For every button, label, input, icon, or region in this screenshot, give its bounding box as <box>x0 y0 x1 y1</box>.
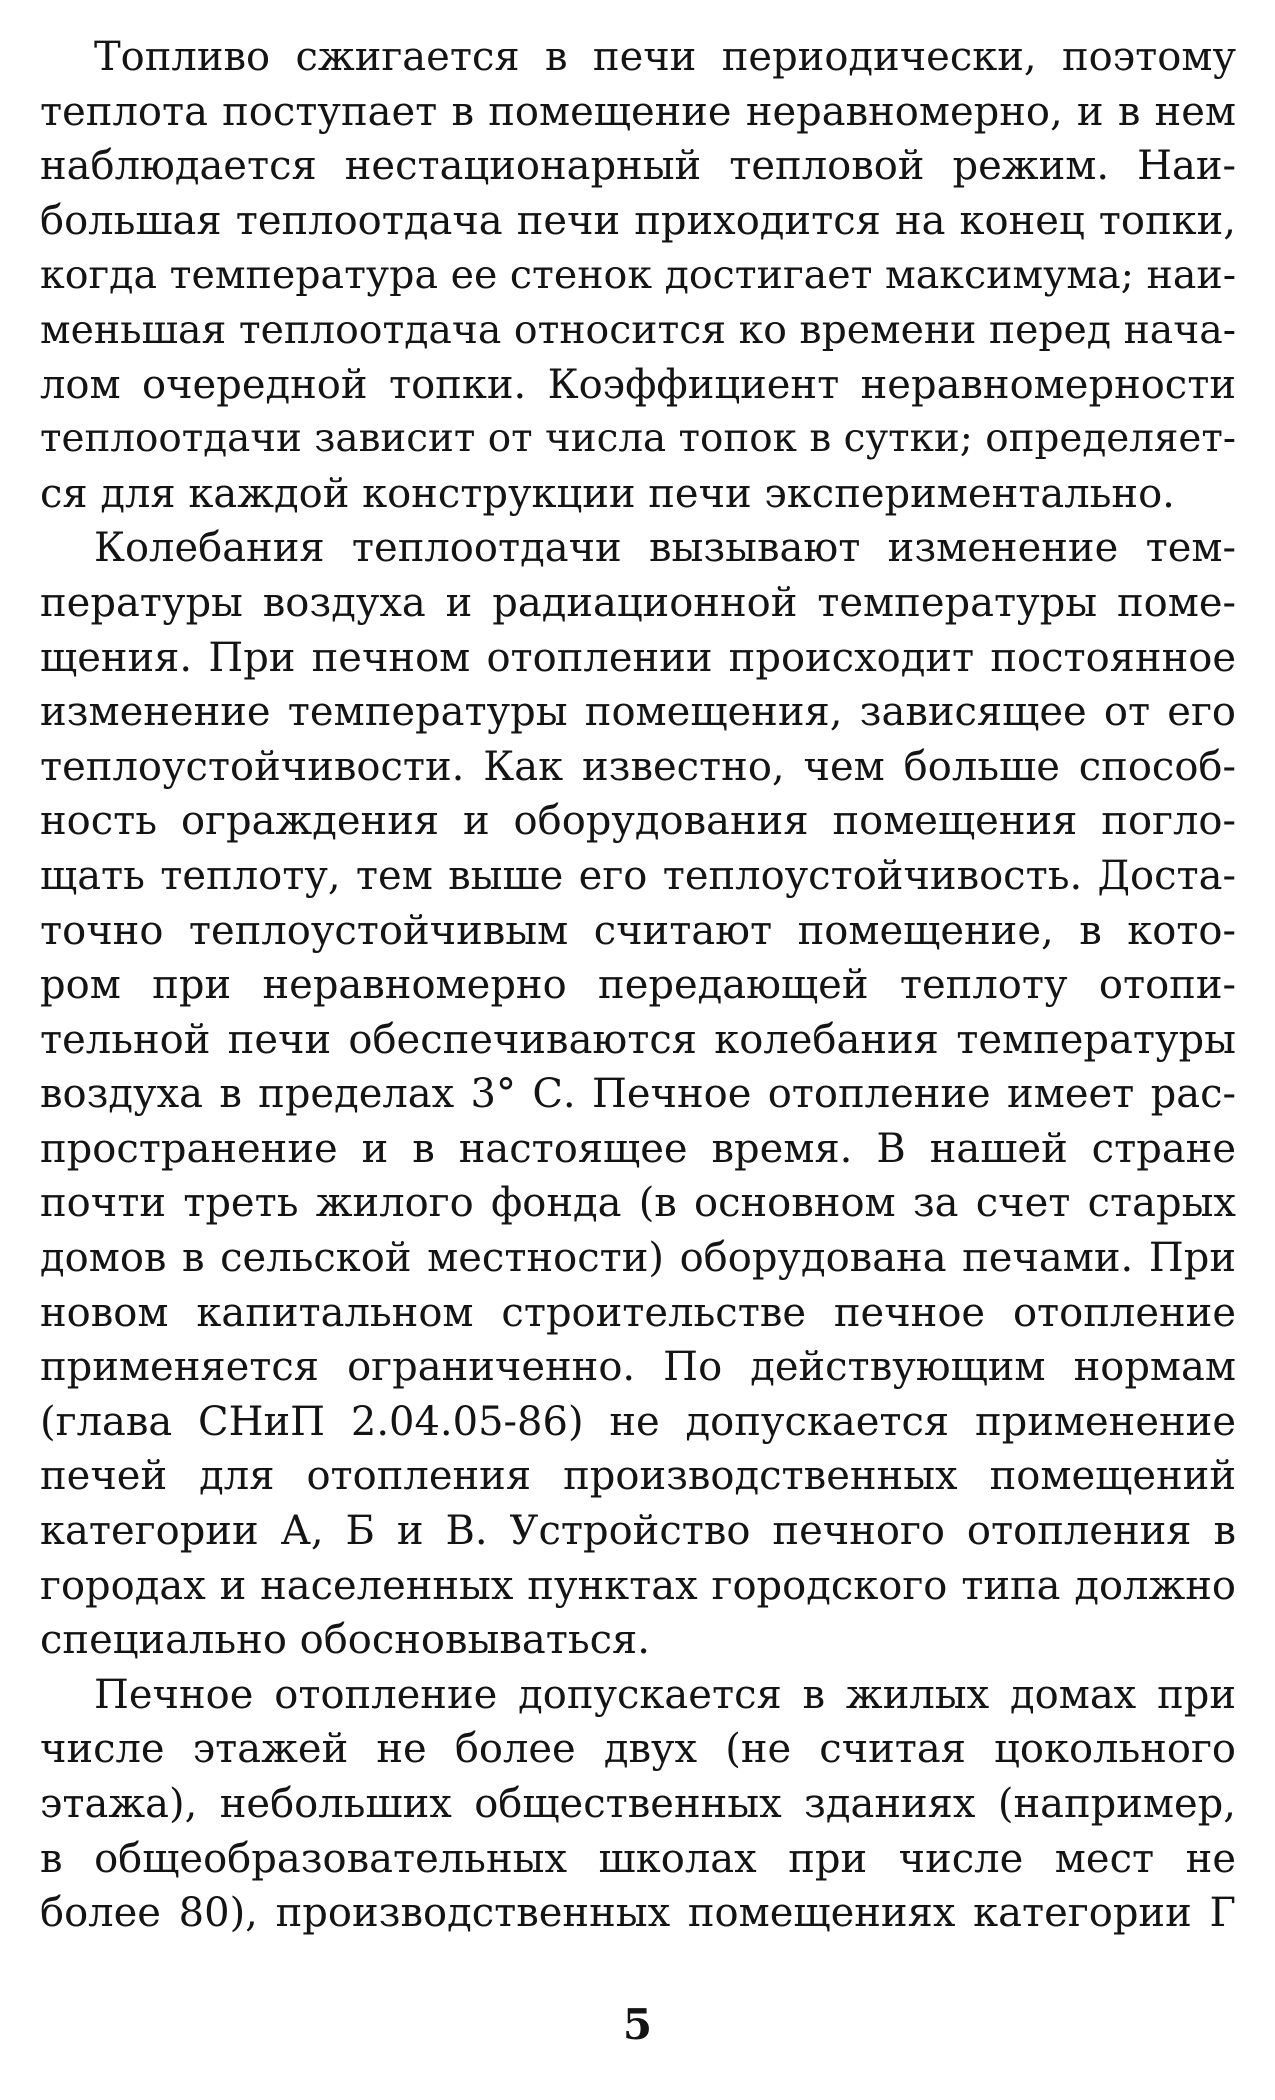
text-line: этажа), небольших общественных зданиях (например, <box>40 1781 1236 1827</box>
text-line: точно теплоустойчивым считают помещение, в кото- <box>40 907 1236 954</box>
text-line: пературы воздуха и радиационной температуры поме- <box>40 579 1236 626</box>
body-text <box>40 30 1236 1941</box>
text-line: домов в сельской местности) оборудована печами. При <box>40 1235 1236 1282</box>
text-line: воздуха в пределах 3° С. Печное отопление имеет рас- <box>40 1071 1236 1118</box>
paragraph-3 <box>40 1668 1236 1941</box>
text-line: щать теплоту, тем выше его теплоустойчивость. Доста- <box>40 852 1236 899</box>
text-line: меньшая теплоотдача относится ко времени перед нача- <box>40 306 1236 353</box>
text-line: наблюдается нестационарный тепловой режим. Наи- <box>40 143 1236 190</box>
text-line: ся для каждой конструкции печи экспериментально. <box>40 470 1175 517</box>
text-line: теплоотдачи зависит от числа топок в сутки; определяет- <box>40 416 1236 462</box>
text-line: Печное отопление допускается в жилых домах при <box>94 1671 1236 1718</box>
text-line: городах и населенных пунктах городского типа должно <box>40 1562 1236 1609</box>
text-line: печей для отопления производственных помещений <box>40 1453 1236 1500</box>
text-line: в общеобразовательных школах при числе мест не <box>40 1835 1236 1882</box>
text-line: почти треть жилого фонда (в основном за счет старых <box>40 1180 1236 1227</box>
paragraph-1 <box>40 30 1236 521</box>
text-line: лом очередной топки. Коэффициент неравномерности <box>40 361 1236 408</box>
page-number: 5 <box>622 2000 653 2049</box>
text-line: большая теплоотдача печи приходится на конец топки, <box>40 197 1236 244</box>
text-line: (глава СНиП 2.04.05-86) не допускается применение <box>40 1398 1236 1445</box>
text-line: теплота поступает в помещение неравномерно, и в нем <box>40 88 1236 135</box>
text-line: числе этажей не более двух (не считая цокольного <box>40 1726 1236 1773</box>
text-line: изменение температуры помещения, зависящее от его <box>40 689 1236 736</box>
text-line: Топливо сжигается в печи периодически, поэтому <box>94 34 1236 80</box>
paragraph-2 <box>40 521 1236 1667</box>
text-line: ность ограждения и оборудования помещения погло- <box>40 798 1236 845</box>
text-line: категории А, Б и В. Устройство печного отопления в <box>40 1508 1236 1555</box>
text-line: Колебания теплоотдачи вызывают изменение тем- <box>94 525 1236 572</box>
text-line: пространение и в настоящее время. В нашей стране <box>40 1125 1236 1172</box>
text-line: ром при неравномерно передающей теплоту отопи- <box>40 962 1236 1009</box>
text-line: специально обосновываться. <box>40 1617 650 1664</box>
text-line: тельной печи обеспечиваются колебания температуры <box>40 1016 1236 1063</box>
text-line: теплоустойчивости. Как известно, чем больше способ- <box>40 743 1236 790</box>
text-line: когда температура ее стенок достигает максимума; наи- <box>40 252 1237 299</box>
text-line: новом капитальном строительстве печное отопление <box>40 1289 1236 1336</box>
text-line: более 80), производственных помещениях категории Г <box>40 1890 1236 1937</box>
text-line: применяется ограниченно. По действующим нормам <box>40 1344 1236 1391</box>
text-line: щения. При печном отоплении происходит постоянное <box>40 634 1236 681</box>
